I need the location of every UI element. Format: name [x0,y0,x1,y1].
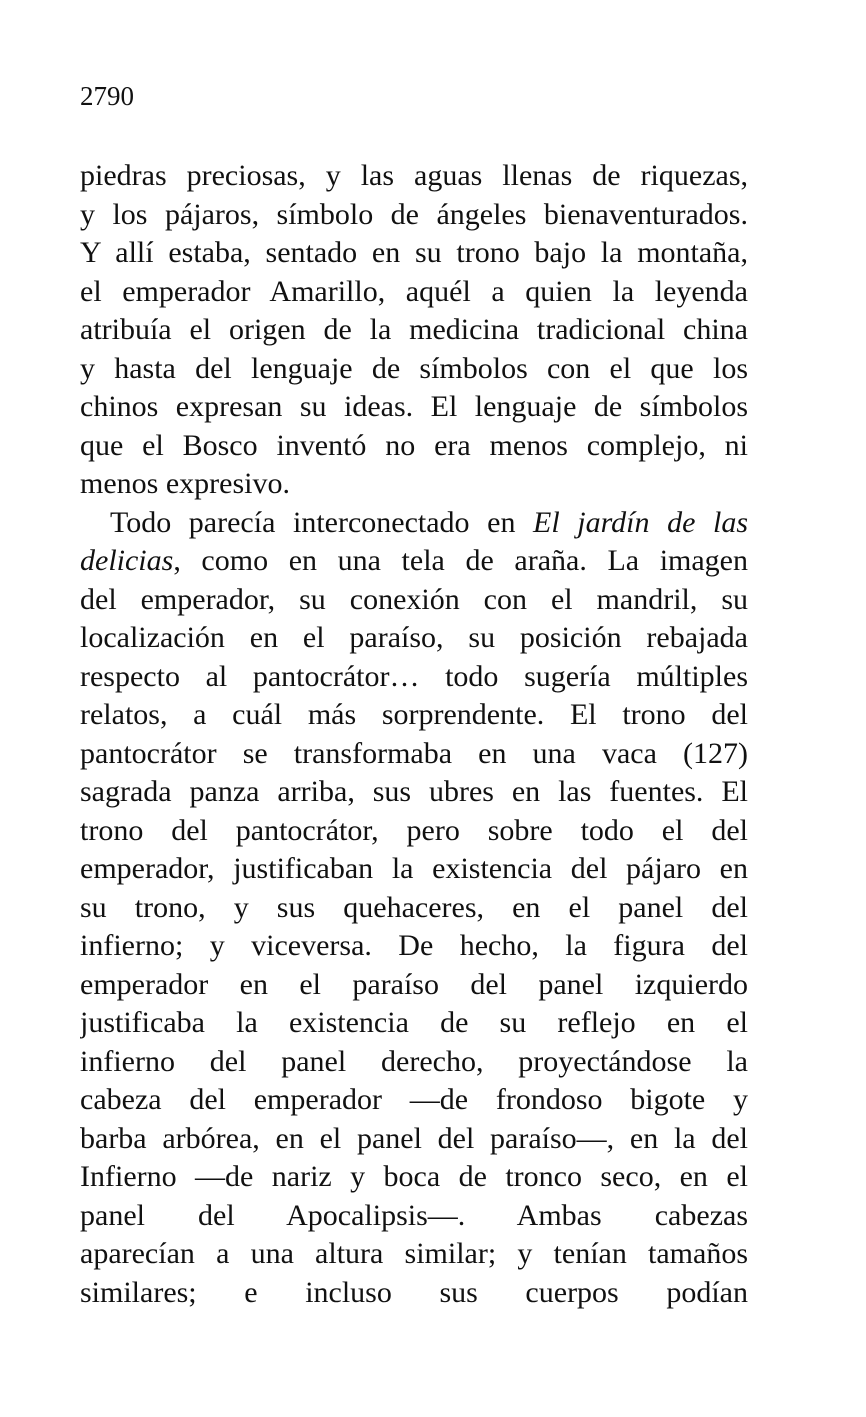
text-line [80,1004,748,1043]
text-segment: barba arbórea, en el panel del paraíso—, en la del [80,1121,748,1155]
text-line [80,234,748,273]
text-line [80,1274,748,1313]
text-line [80,196,748,235]
text-line [80,696,748,735]
text-segment: aparecían a una altura similar; y tenían tamaños [80,1237,748,1270]
text-line [80,157,748,196]
page-number: 2790 [80,81,134,111]
text-line [80,1197,748,1236]
text-line [80,658,748,697]
text-line [80,350,748,389]
text-segment: pantocrátor se transformaba en una vaca (127) [80,736,748,770]
text-segment: su trono, y sus quehaceres, en el panel del [80,890,748,924]
italic-title-text: delicias [80,544,174,577]
text-segment: localización en el paraíso, su posición rebajada [80,621,748,654]
text-line [80,1043,748,1082]
text-segment: infierno del panel derecho, proyectándose la [80,1044,748,1078]
text-segment: del emperador, su conexión con el mandril, su [80,582,748,616]
text-segment: Infierno —de nariz y boca de tronco seco, en el [80,1160,748,1193]
text-line [80,1081,748,1120]
text-line [80,504,748,543]
body-text [80,157,748,1312]
text-line [80,889,748,928]
text-segment: panel del Apocalipsis—. Ambas cabezas [80,1198,748,1232]
text-line [80,542,748,581]
text-segment: y los pájaros, símbolo de ángeles bienaventurados. [80,197,748,231]
text-line [80,927,748,966]
text-segment: atribuía el origen de la medicina tradicional china [80,313,748,346]
text-segment: menos expresivo. [80,467,290,500]
text-line [80,850,748,889]
text-segment: y hasta del lenguaje de símbolos con el que los [80,351,748,385]
text-segment: , como en una tela de araña. La imagen [173,544,748,577]
text-segment: cabeza del emperador —de frondoso bigote y [80,1083,748,1116]
text-segment: piedras preciosas, y las aguas llenas de riquezas, [80,159,748,192]
text-segment: relatos, a cuál más sorprendente. El trono del [80,698,748,731]
text-segment: Y allí estaba, sentado en su trono bajo la montaña, [80,236,748,269]
text-segment: el emperador Amarillo, aquél a quien la leyenda [80,274,748,308]
text-line [80,273,748,312]
text-line [80,812,748,851]
text-segment: emperador, justificaban la existencia del pájaro en [80,852,748,885]
text-segment: sagrada panza arriba, sus ubres en las fuentes. El [80,775,748,808]
text-segment: Todo parecía interconectado en [110,505,534,539]
text-line [80,465,748,504]
text-line [80,966,748,1005]
text-line [80,1120,748,1159]
text-line [80,311,748,350]
italic-title-text: El jardín de las [533,505,748,539]
text-segment: chinos expresan su ideas. El lenguaje de símbolos [80,390,748,423]
text-line [80,619,748,658]
text-line [80,1235,748,1274]
text-segment: que el Bosco inventó no era menos complejo, ni [80,428,748,462]
text-segment: infierno; y viceversa. De hecho, la figura del [80,929,748,962]
text-segment: respecto al pantocrátor… todo sugería múltiples [80,659,748,693]
text-line [80,427,748,466]
text-line [80,581,748,620]
text-segment: similares; e incluso sus cuerpos podían [80,1275,748,1309]
text-segment: justificaba la existencia de su reflejo en el [80,1006,748,1039]
text-line [80,388,748,427]
text-line [80,773,748,812]
text-segment: emperador en el paraíso del panel izquierdo [80,967,748,1001]
text-line [80,1158,748,1197]
text-segment: trono del pantocrátor, pero sobre todo el del [80,813,748,847]
text-line [80,735,748,774]
